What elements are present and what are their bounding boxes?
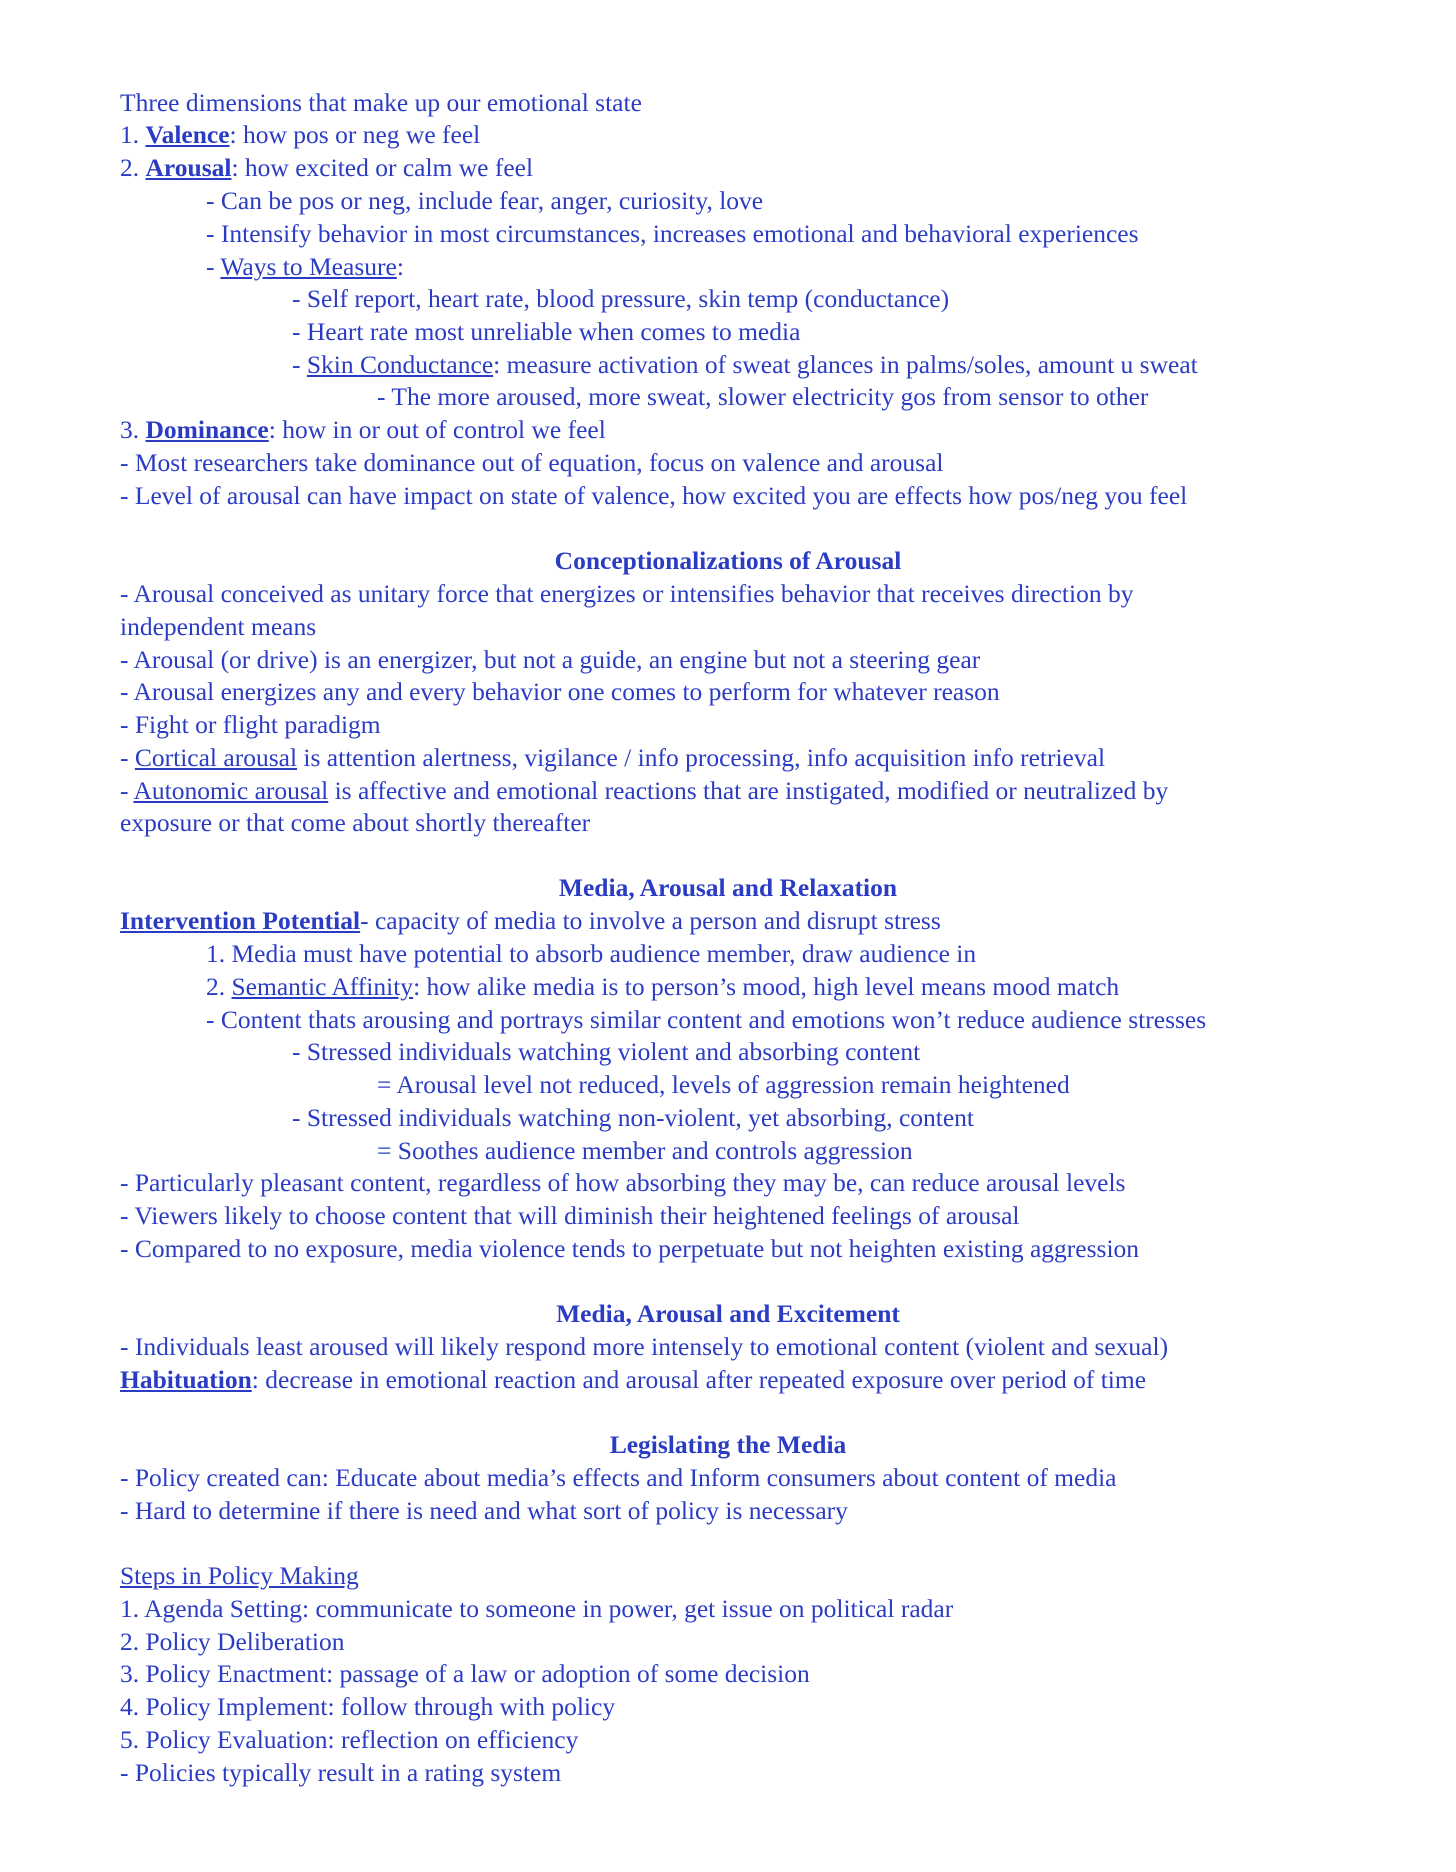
semantic-affinity-definition: : how alike media is to person’s mood, high level means mood match (413, 972, 1120, 1001)
section-heading-legislating: Legislating the Media (609, 1430, 847, 1459)
autonomic-arousal-line (120, 776, 1168, 806)
intervention-potential-definition: - capacity of media to involve a person and disrupt stress (360, 906, 941, 935)
valence-line (120, 120, 480, 150)
intervention-potential-line (120, 906, 941, 936)
body-line: exposure or that come about shortly thereafter (120, 808, 591, 837)
list-item: - Content thats arousing and portrays similar content and emotions won’t reduce audience stresses (206, 1005, 1207, 1034)
note-line: - Viewers likely to choose content that will diminish their heightened feelings of arousal (120, 1201, 1020, 1230)
habituation-term: Habituation (120, 1365, 252, 1394)
semantic-affinity-term: Semantic Affinity (231, 972, 414, 1001)
arousal-sub-item: - Intensify behavior in most circumstances, increases emotional and behavioral experiences (206, 219, 1139, 248)
step-item: 1. Agenda Setting: communicate to someone in power, get issue on political radar (120, 1594, 954, 1623)
list-number: 3. (120, 415, 146, 444)
skin-conductance-definition: : measure activation of sweat glances in palms/soles, amount u sweat (493, 350, 1198, 379)
arousal-line (120, 153, 533, 183)
body-line: - Fight or flight paradigm (120, 710, 381, 739)
list-number: 2. (206, 972, 232, 1001)
step-item: 3. Policy Enactment: passage of a law or adoption of some decision (120, 1659, 810, 1688)
body-line: - Arousal (or drive) is an energizer, but not a guide, an engine but not a steering gear (120, 645, 981, 674)
sub-item: - Stressed individuals watching violent and absorbing content (292, 1037, 921, 1066)
step-item: 5. Policy Evaluation: reflection on efficiency (120, 1725, 579, 1754)
dash: - (120, 776, 134, 805)
arousal-sub-item: - Can be pos or neg, include fear, anger, curiosity, love (206, 186, 764, 215)
semantic-affinity-line (206, 972, 1119, 1002)
step-item: - Policies typically result in a rating system (120, 1758, 562, 1787)
skin-conductance-line (292, 350, 1198, 380)
skin-conductance-sub-item: - The more aroused, more sweat, slower electricity gos from sensor to other (377, 382, 1149, 411)
cortical-arousal-term: Cortical arousal (134, 743, 298, 772)
dominance-term: Dominance (145, 415, 269, 444)
step-item: 2. Policy Deliberation (120, 1627, 345, 1656)
dash: - (206, 252, 221, 281)
step-item: 4. Policy Implement: follow through with policy (120, 1692, 616, 1721)
body-line: - Individuals least aroused will likely respond more intensely to emotional content (violent and sexual) (120, 1332, 1169, 1361)
habituation-line (120, 1365, 1146, 1395)
sub-item: - Stressed individuals watching non-violent, yet absorbing, content (292, 1103, 975, 1132)
list-number: 1. (120, 120, 146, 149)
body-line: - Arousal energizes any and every behavior one comes to perform for whatever reason (120, 677, 1000, 706)
note-line: - Most researchers take dominance out of equation, focus on valence and arousal (120, 448, 944, 477)
dominance-line (120, 415, 606, 445)
body-line: - Hard to determine if there is need and what sort of policy is necessary (120, 1496, 848, 1525)
body-line: - Arousal conceived as unitary force that energizes or intensifies behavior that receives direction by (120, 579, 1134, 608)
list-item: 1. Media must have potential to absorb audience member, draw audience in (206, 939, 977, 968)
dominance-definition: : how in or out of control we feel (268, 415, 606, 444)
ways-to-measure-term: Ways to Measure (220, 252, 397, 281)
section-heading-relaxation: Media, Arousal and Relaxation (558, 873, 898, 902)
note-line: - Level of arousal can have impact on state of valence, how excited you are effects how pos/neg you feel (120, 481, 1188, 510)
list-number: 2. (120, 153, 146, 182)
result-item: = Soothes audience member and controls aggression (377, 1136, 913, 1165)
valence-term: Valence (145, 120, 230, 149)
autonomic-arousal-definition: is affective and emotional reactions that are instigated, modified or neutralized by (328, 776, 1169, 805)
measure-sub-item: - Self report, heart rate, blood pressure, skin temp (conductance) (292, 284, 950, 313)
measure-sub-item: - Heart rate most unreliable when comes to media (292, 317, 801, 346)
colon: : (396, 252, 404, 281)
habituation-definition: : decrease in emotional reaction and arousal after repeated exposure over period of time (251, 1365, 1147, 1394)
cortical-arousal-line (120, 743, 1105, 773)
section-heading-excitement: Media, Arousal and Excitement (556, 1299, 900, 1328)
note-line: - Particularly pleasant content, regardless of how absorbing they may be, can reduce arousal levels (120, 1168, 1126, 1197)
intro-line: Three dimensions that make up our emotional state (120, 88, 642, 117)
body-line: - Policy created can: Educate about media’s effects and Inform consumers about content of media (120, 1463, 1117, 1492)
result-item: = Arousal level not reduced, levels of aggression remain heightened (377, 1070, 1070, 1099)
autonomic-arousal-term: Autonomic arousal (133, 776, 329, 805)
dash: - (120, 743, 135, 772)
note-line: - Compared to no exposure, media violence tends to perpetuate but not heighten existing aggression (120, 1234, 1140, 1263)
body-line: independent means (120, 612, 317, 641)
section-heading-conceptionalizations: Conceptionalizations of Arousal (554, 546, 902, 575)
skin-conductance-term: Skin Conductance (306, 350, 494, 379)
arousal-definition: : how excited or calm we feel (231, 153, 534, 182)
arousal-term: Arousal (145, 153, 232, 182)
steps-heading: Steps in Policy Making (120, 1561, 359, 1590)
cortical-arousal-definition: is attention alertness, vigilance / info processing, info acquisition info retrieval (297, 743, 1106, 772)
ways-to-measure-line (206, 252, 404, 282)
dash: - (292, 350, 307, 379)
intervention-potential-term: Intervention Potential (120, 906, 361, 935)
valence-definition: : how pos or neg we feel (229, 120, 481, 149)
